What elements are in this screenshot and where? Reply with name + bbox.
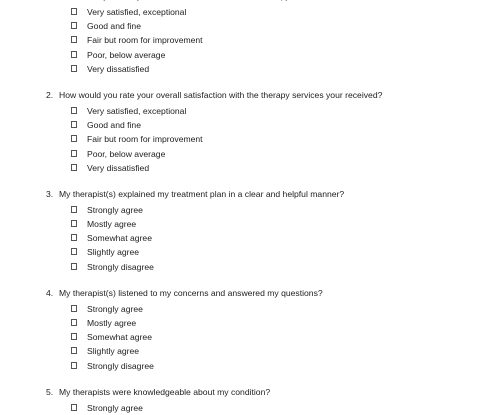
option-item[interactable] (46, 260, 466, 274)
option-label: Very dissatisfied (87, 162, 150, 173)
checkbox[interactable] (71, 206, 77, 213)
option-item[interactable] (46, 19, 466, 33)
question-2 (46, 88, 466, 175)
option-list (46, 401, 466, 415)
question-text: My therapist(s) explained my treatment plan in a clear and helpful manner? (59, 188, 345, 199)
option-label: Slightly agree (87, 346, 140, 357)
option-item[interactable] (46, 132, 466, 146)
option-item[interactable] (46, 161, 466, 175)
option-item[interactable] (46, 62, 466, 76)
option-label: Fair but room for improvement (87, 35, 203, 46)
option-list (46, 5, 466, 76)
question-heading (46, 187, 466, 201)
option-list (46, 302, 466, 373)
option-label: Mostly agree (87, 318, 137, 328)
question-3 (46, 187, 466, 274)
checkbox[interactable] (71, 347, 77, 354)
checkbox[interactable] (71, 22, 77, 29)
option-item[interactable] (46, 33, 466, 47)
option-item[interactable] (46, 330, 466, 344)
checkbox[interactable] (71, 107, 77, 114)
option-label: Very satisfied, exceptional (87, 105, 187, 116)
option-item[interactable] (46, 48, 466, 62)
option-label: Somewhat agree (87, 233, 152, 244)
option-label: Fair but room for improvement (87, 134, 203, 145)
question-1 (46, 0, 466, 76)
option-label: Poor, below average (87, 49, 166, 60)
option-label: Strongly agree (87, 204, 143, 215)
checkbox[interactable] (71, 362, 77, 369)
checkbox[interactable] (71, 164, 77, 171)
option-item[interactable] (46, 147, 466, 161)
question-text: My therapist(s) listened to my concerns and answered my questions? (59, 287, 323, 298)
option-label: Mostly agree (87, 219, 137, 230)
option-item[interactable] (46, 401, 466, 415)
question-heading (46, 385, 466, 399)
option-label: Somewhat agree (87, 332, 152, 343)
checkbox[interactable] (71, 234, 77, 241)
checkbox[interactable] (71, 263, 77, 270)
checkbox[interactable] (71, 333, 77, 340)
checkbox[interactable] (71, 220, 77, 227)
checkbox[interactable] (71, 121, 77, 128)
option-item[interactable] (46, 5, 466, 19)
question-number (46, 0, 53, 3)
option-item[interactable] (46, 316, 466, 330)
option-list (46, 104, 466, 175)
option-label: Strongly agree (87, 402, 143, 413)
checkbox[interactable] (71, 51, 77, 58)
question-number: 5. (46, 386, 54, 397)
checkbox[interactable] (71, 150, 77, 157)
option-item[interactable] (46, 231, 466, 245)
checkbox[interactable] (71, 36, 77, 43)
checkbox[interactable] (71, 65, 77, 72)
question-text: How would you rate your overall satisfaction with the therapy services your received? (59, 89, 383, 100)
checkbox[interactable] (71, 8, 77, 15)
option-label: Good and fine (87, 21, 141, 32)
question-heading (46, 0, 466, 3)
option-item[interactable] (46, 245, 466, 259)
option-item[interactable] (46, 118, 466, 132)
option-item[interactable] (46, 203, 466, 217)
checkbox[interactable] (71, 135, 77, 142)
option-label: Slightly agree (87, 247, 140, 258)
question-text: My therapists were knowledgeable about my condition? (59, 386, 271, 397)
checkbox[interactable] (71, 319, 77, 326)
option-label: Very dissatisfied (87, 63, 150, 74)
checkbox[interactable] (71, 248, 77, 255)
option-item[interactable] (46, 302, 466, 316)
option-list (46, 203, 466, 274)
option-item[interactable] (46, 217, 466, 231)
question-number: 2. (46, 89, 54, 100)
checkbox[interactable] (71, 305, 77, 312)
question-heading (46, 88, 466, 102)
option-label: Strongly disagree (87, 261, 154, 272)
option-label: Poor, below average (87, 148, 166, 159)
option-item[interactable] (46, 104, 466, 118)
option-item[interactable] (46, 344, 466, 358)
option-label: Good and fine (87, 120, 141, 131)
question-heading (46, 286, 466, 300)
option-label: Very satisfied, exceptional (87, 7, 187, 17)
question-number: 4. (46, 287, 54, 298)
option-label: Strongly disagree (87, 360, 154, 371)
option-item[interactable] (46, 359, 466, 373)
option-label: Strongly agree (87, 303, 143, 314)
question-number: 3. (46, 188, 54, 199)
checkbox[interactable] (71, 404, 77, 411)
question-text (59, 0, 290, 3)
question-4 (46, 286, 466, 373)
